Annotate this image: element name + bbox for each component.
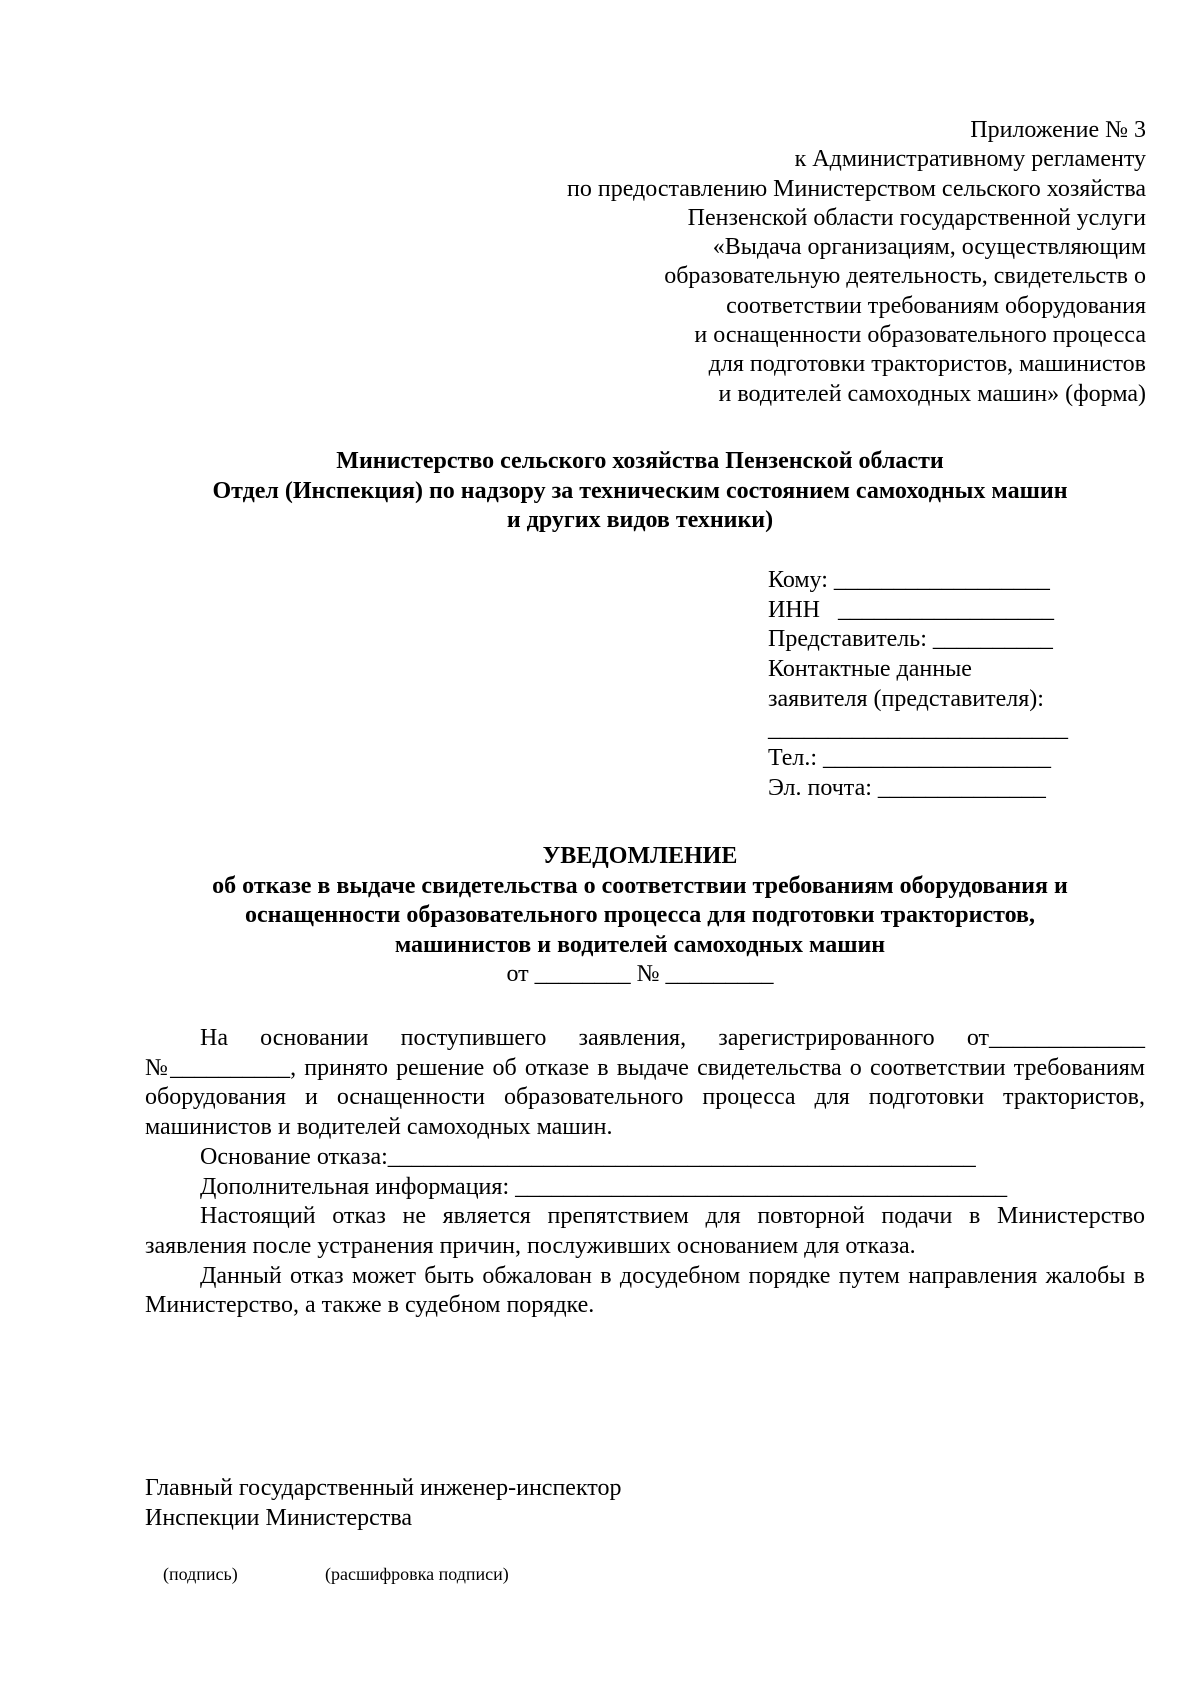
- recipient-inn-field: ИНН __________________: [768, 596, 1054, 623]
- organization-line: Отдел (Инспекция) по надзору за техническим состоянием самоходных машин: [212, 477, 1068, 504]
- annex-line: по предоставлению Министерством сельского хозяйства: [567, 175, 1146, 202]
- organization-header: [140, 447, 1140, 536]
- organization-line: и других видов техники): [506, 507, 774, 533]
- signer-position: Инспекции Министерства: [145, 1504, 412, 1531]
- annex-line: соответствии требованиям оборудования: [726, 292, 1146, 319]
- organization-line: Министерство сельского хозяйства Пензенской области: [336, 448, 944, 474]
- annex-line: Пензенской области государственной услуги: [687, 204, 1146, 231]
- annex-line: и оснащенности образовательного процесса: [694, 322, 1146, 349]
- signature-caption: (подпись): [163, 1564, 238, 1584]
- body-paragraph-reason: Основание отказа:_________________________________________________: [200, 1143, 976, 1170]
- notice-subtitle-line: машинистов и водителей самоходных машин: [394, 931, 886, 958]
- recipient-contacts-label: Контактные данные: [768, 656, 972, 683]
- notice-date-number: от ________ № _________: [506, 961, 774, 987]
- annex-line: «Выдача организациям, осуществляющим: [712, 234, 1146, 261]
- annex-line: образовательную деятельность, свидетельств о: [664, 263, 1146, 290]
- annex-line: Приложение № 3: [970, 117, 1146, 143]
- recipient-block: [768, 566, 1098, 804]
- annex-header: [446, 116, 1146, 409]
- recipient-name-field: Кому: __________________: [768, 567, 1050, 593]
- notice-heading: УВЕДОМЛЕНИЕ: [542, 843, 738, 869]
- body-paragraph-reapply: Настоящий отказ не является препятствием для повторной подачи в Министерство заявления после устранения причин, послуживших основанием для отказа.: [145, 1203, 1145, 1259]
- body-paragraph-appeal: Данный отказ может быть обжалован в досудебном порядке путем направления жалобы в Министерство, а также в судебном порядке.: [145, 1262, 1145, 1319]
- recipient-representative-field: Представитель: __________: [768, 626, 1053, 653]
- signature-decoding-caption: (расшифровка подписи): [325, 1564, 509, 1584]
- notice-body: [145, 1024, 1145, 1321]
- annex-line: к Административному регламенту: [794, 146, 1146, 173]
- recipient-contacts-field: _________________________: [768, 715, 1068, 742]
- signer-block: [145, 1474, 845, 1533]
- body-paragraph-additional-info: Дополнительная информация: _________________________________________: [200, 1173, 1008, 1200]
- recipient-phone-field: Тел.: ___________________: [768, 745, 1052, 772]
- notice-subtitle-line: об отказе в выдаче свидетельства о соответствии требованиям оборудования и: [212, 872, 1068, 899]
- annex-line: для подготовки трактористов, машинистов: [708, 351, 1146, 378]
- annex-line: и водителей самоходных машин» (форма): [718, 380, 1146, 407]
- signer-position: Главный государственный инженер-инспектор: [145, 1475, 622, 1501]
- body-paragraph-decision: На основании поступившего заявления, зарегистрированного от_____________ №__________, принято решение об отказе в выдаче свидетельства о соответствии требованиям оборудования и оснащенности образовательного процесса для подготовки трактористов, машинистов и водителей самоходных машин.: [145, 1025, 1145, 1141]
- recipient-email-field: Эл. почта: ______________: [768, 774, 1046, 801]
- notice-title: [140, 842, 1140, 990]
- recipient-contacts-label: заявителя (представителя):: [768, 685, 1044, 712]
- notice-subtitle-line: оснащенности образовательного процесса для подготовки трактористов,: [245, 902, 1035, 928]
